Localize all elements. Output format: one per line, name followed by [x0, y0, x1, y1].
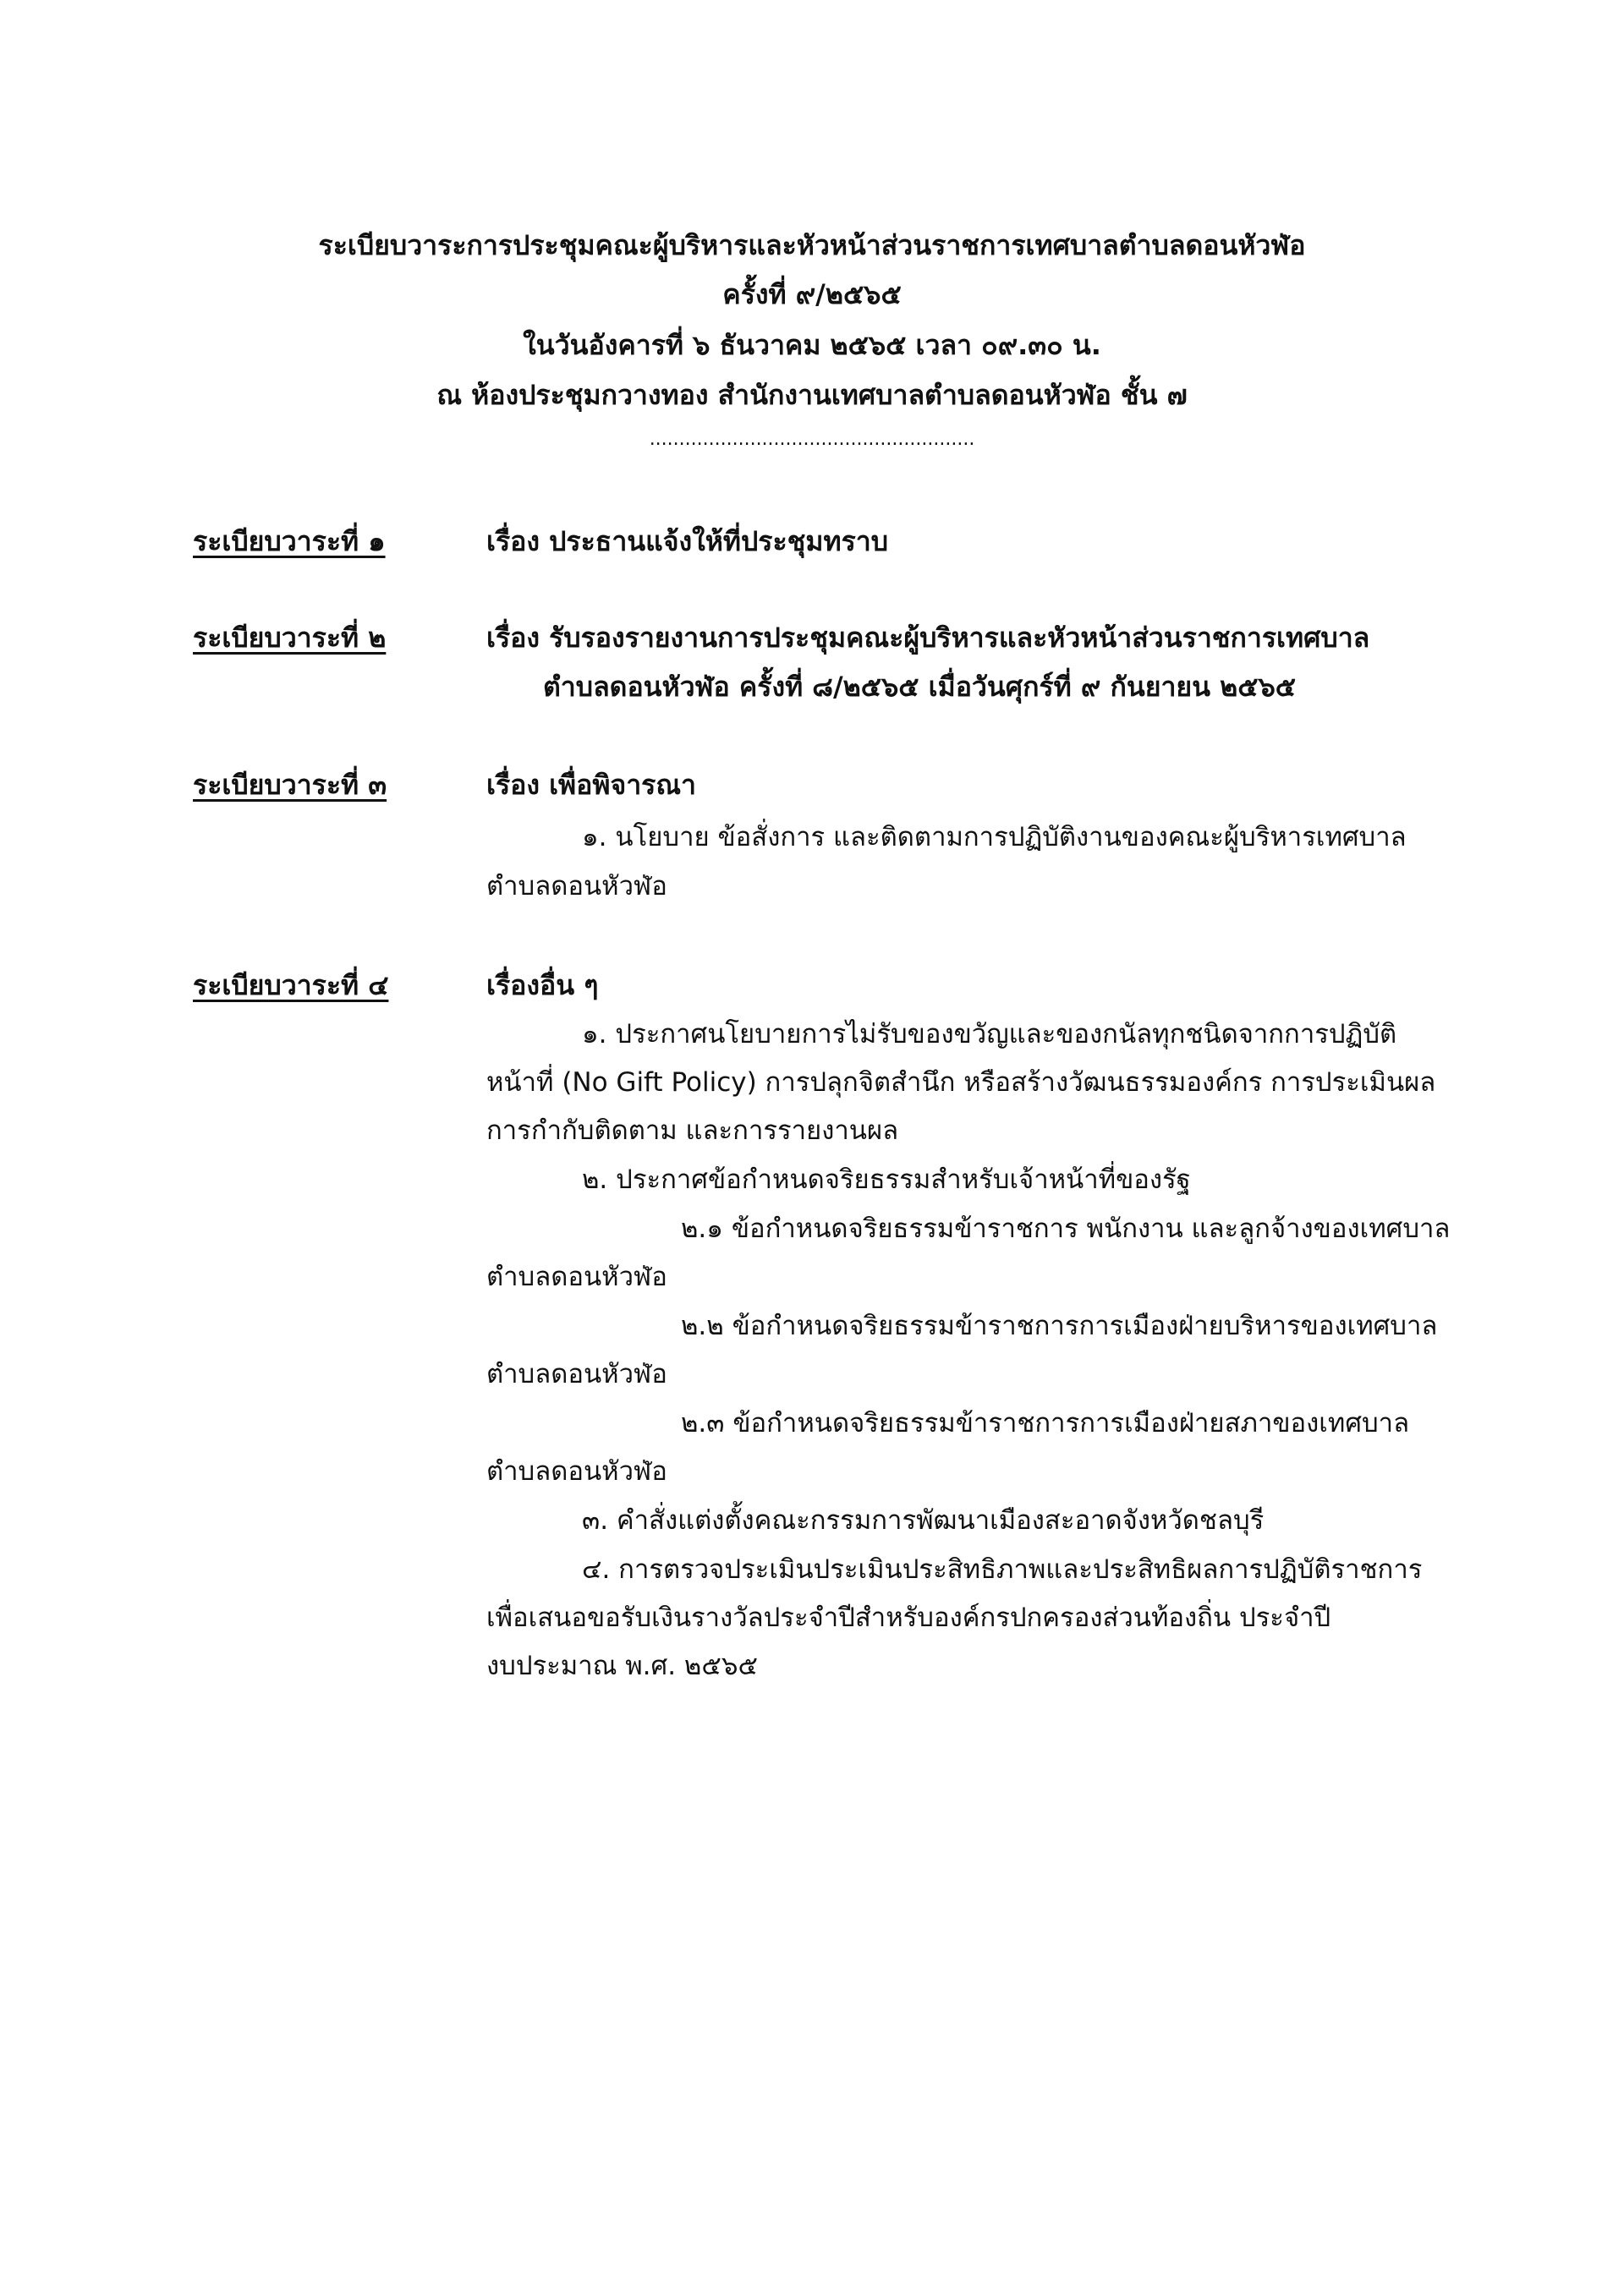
- agenda-label-2: ระเบียบวาระที่ ๒: [193, 622, 387, 654]
- agenda-4-item-1-cont-b: การกำกับติดตาม และการรายงานผล: [486, 1115, 899, 1146]
- agenda-4-item-2-3-cont: ตำบลดอนหัวฬ่อ: [486, 1456, 667, 1487]
- agenda-4-item-4-cont-a: เพื่อเสนอขอรับเงินรางวัลประจำปีสำหรับองค์กรปกครองส่วนท้องถิ่น ประจำปี: [486, 1603, 1331, 1633]
- agenda-label-4: ระเบียบวาระที่ ๔: [193, 969, 389, 1001]
- agenda-4-item-2-1: ๒.๑ ข้อกำหนดจริยธรรมข้าราชการ พนักงาน และลูกจ้างของเทศบาล: [681, 1214, 1451, 1244]
- agenda-4-item-2: ๒. ประกาศข้อกำหนดจริยธรรมสำหรับเจ้าหน้าที่ของรัฐ: [582, 1164, 1191, 1195]
- agenda-subject-4: เรื่องอื่น ๆ: [486, 969, 599, 1001]
- agenda-3-item-1: ๑. นโยบาย ข้อสั่งการ และติดตามการปฏิบัติงานของคณะผู้บริหารเทศบาล: [582, 822, 1407, 852]
- agenda-4-item-1-cont-a: หน้าที่ (No Gift Policy) การปลุกจิตสำนึก หรือสร้างวัฒนธรรมองค์กร การประเมินผล: [486, 1067, 1436, 1098]
- agenda-4-item-1: ๑. ประกาศนโยบายการไม่รับของขวัญและของกนัลทุกชนิดจากการปฏิบัติ: [582, 1019, 1397, 1049]
- separator-line: .......................................................: [649, 429, 975, 450]
- agenda-subject-3: เรื่อง เพื่อพิจารณา: [486, 769, 697, 801]
- agenda-4-item-2-2: ๒.๒ ข้อกำหนดจริยธรรมข้าราชการการเมืองฝ่ายบริหารของเทศบาล: [681, 1311, 1438, 1341]
- agenda-4-item-3: ๓. คำสั่งแต่งตั้งคณะกรรมการพัฒนาเมืองสะอาดจังหวัดชลบุรี: [582, 1505, 1265, 1536]
- document-title: ระเบียบวาระการประชุมคณะผู้บริหารและหัวหน้าส่วนราชการเทศบาลตำบลดอนหัวฬ่อ: [318, 229, 1306, 261]
- agenda-subject-2: เรื่อง รับรองรายงานการประชุมคณะผู้บริหารและหัวหน้าส่วนราชการเทศบาล: [486, 622, 1370, 654]
- meeting-datetime: ในวันอังคารที่ ๖ ธันวาคม ๒๕๖๕ เวลา ๐๙.๓๐ น.: [523, 329, 1101, 361]
- agenda-label-3: ระเบียบวาระที่ ๓: [193, 769, 387, 801]
- agenda-4-item-2-2-cont: ตำบลดอนหัวฬ่อ: [486, 1359, 667, 1389]
- agenda-4-item-4: ๔. การตรวจประเมินประเมินประสิทธิภาพและประสิทธิผลการปฏิบัติราชการ: [582, 1554, 1423, 1585]
- agenda-4-item-4-cont-b: งบประมาณ พ.ศ. ๒๕๖๕: [486, 1651, 758, 1681]
- agenda-label-1: ระเบียบวาระที่ ๑: [193, 525, 386, 557]
- session-number: ครั้งที่ ๙/๒๕๖๕: [722, 278, 902, 310]
- agenda-subject-2-cont: ตำบลดอนหัวฬ่อ ครั้งที่ ๘/๒๕๖๕ เมื่อวันศุกร์ที่ ๙ กันยายน ๒๕๖๕: [543, 671, 1297, 703]
- agenda-4-item-2-1-cont: ตำบลดอนหัวฬ่อ: [486, 1262, 667, 1292]
- agenda-3-item-1-cont: ตำบลดอนหัวฬ่อ: [486, 871, 667, 901]
- agenda-4-item-2-3: ๒.๓ ข้อกำหนดจริยธรรมข้าราชการการเมืองฝ่ายสภาของเทศบาล: [681, 1408, 1410, 1438]
- meeting-venue: ณ ห้องประชุมกวางทอง สำนักงานเทศบาลตำบลดอนหัวฬ่อ ชั้น ๗: [436, 379, 1188, 411]
- agenda-subject-1: เรื่อง ประธานแจ้งให้ที่ประชุมทราบ: [486, 525, 889, 557]
